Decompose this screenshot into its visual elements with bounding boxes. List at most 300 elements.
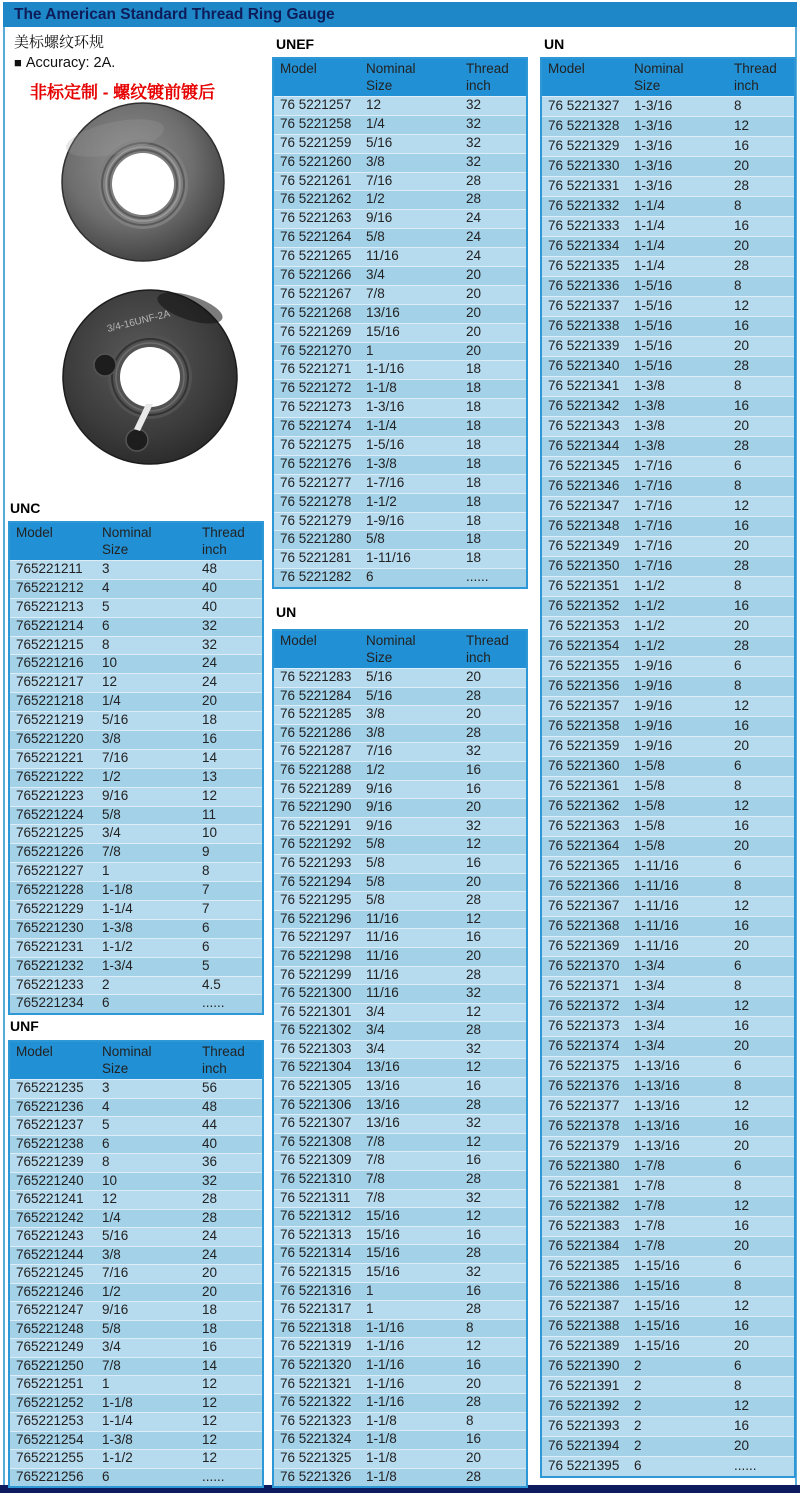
thread-cell: 16 (734, 518, 750, 533)
col-header-thread-inch: Thread inch (202, 525, 245, 557)
thread-cell: 4.5 (202, 976, 221, 992)
model-cell: 76 5221314 (280, 1245, 352, 1261)
table-header (10, 1042, 262, 1079)
nominal-size-cell: 5/16 (366, 669, 393, 684)
nominal-size-cell: 1-3/8 (102, 919, 133, 935)
model-cell: 76 5221293 (280, 854, 352, 870)
table-row (10, 1079, 262, 1098)
table-row (274, 910, 526, 929)
table-row (542, 496, 794, 516)
table-row (10, 1320, 262, 1339)
model-cell: 76 5221321 (280, 1375, 352, 1391)
table-row (542, 216, 794, 236)
table-row (542, 296, 794, 316)
thread-cell: 7 (202, 882, 210, 898)
model-cell: 76 5221322 (280, 1394, 352, 1410)
thread-cell: 28 (466, 687, 482, 703)
model-cell: 76 5221289 (280, 780, 352, 796)
model-cell: 76 5221332 (548, 198, 620, 213)
model-cell: 765221220 (16, 731, 84, 747)
table-row (542, 1016, 794, 1036)
nominal-size-cell: 5/8 (102, 1320, 121, 1336)
thread-cell: 18 (466, 550, 482, 566)
nominal-size-cell: 1-7/16 (634, 458, 673, 473)
table-row (542, 656, 794, 676)
model-cell: 76 5221315 (280, 1264, 352, 1279)
model-cell: 76 5221383 (548, 1218, 620, 1233)
model-cell: 765221218 (16, 693, 84, 709)
model-cell: 765221246 (16, 1283, 84, 1299)
table-row (542, 196, 794, 216)
table-row (274, 266, 526, 285)
nominal-size-cell: 3/4 (366, 267, 385, 283)
table-row (10, 673, 262, 692)
thread-cell: 40 (202, 598, 218, 614)
table-row (10, 1246, 262, 1265)
table-row (542, 416, 794, 436)
nominal-size-cell: 7/8 (366, 1171, 385, 1187)
model-cell: 76 5221378 (548, 1118, 620, 1133)
nominal-size-cell: 1/4 (102, 693, 121, 709)
nominal-size-cell: 1-3/4 (634, 958, 665, 973)
model-cell: 76 5221317 (280, 1301, 352, 1317)
nominal-size-cell: 1-11/16 (634, 878, 679, 893)
table-row (542, 1116, 794, 1136)
nominal-size-cell: 15/16 (366, 323, 400, 339)
model-cell: 76 5221344 (548, 438, 620, 453)
model-cell: 765221247 (16, 1302, 84, 1317)
ring-gauge-photos (20, 100, 270, 505)
nominal-size-cell: 1 (366, 1282, 374, 1298)
table-row (542, 1096, 794, 1116)
thread-cell: 20 (466, 669, 482, 684)
nominal-size-cell: 1-3/16 (634, 158, 673, 173)
nominal-size-cell: 1-3/8 (634, 418, 665, 433)
table-row (274, 1040, 526, 1059)
nominal-size-cell: 11/16 (366, 947, 399, 963)
page-frame-left (3, 27, 5, 1486)
model-cell: 76 5221302 (280, 1022, 352, 1038)
table-row (274, 209, 526, 228)
thread-cell: 20 (466, 947, 482, 963)
model-cell: 76 5221358 (548, 718, 620, 733)
table-row (274, 285, 526, 304)
table-row (10, 1394, 262, 1413)
nominal-size-cell: 9/16 (366, 799, 393, 815)
col-header-nominal-size: Nominal Size (634, 61, 684, 93)
thread-cell: 24 (202, 1246, 218, 1262)
thread-cell: 20 (202, 693, 218, 709)
nominal-size-cell: 7/8 (366, 1133, 385, 1149)
thread-cell: 16 (466, 929, 482, 945)
thread-cell: 6 (734, 1058, 742, 1073)
nominal-size-cell: 1-5/16 (634, 338, 673, 353)
thread-cell: 16 (734, 318, 750, 333)
model-cell: 76 5221365 (548, 858, 620, 873)
model-cell: 76 5221393 (548, 1418, 620, 1433)
nominal-size-cell: 1-3/8 (634, 438, 665, 453)
model-cell: 76 5221375 (548, 1058, 620, 1073)
model-cell: 76 5221377 (548, 1098, 620, 1113)
model-cell: 765221228 (16, 882, 84, 898)
nominal-size-cell: 1-1/8 (366, 1412, 397, 1428)
nominal-size-cell: 1/4 (102, 1209, 121, 1225)
thread-cell: 16 (466, 1078, 482, 1094)
nominal-size-cell: 1-3/4 (102, 957, 133, 973)
col-header-model: Model (280, 61, 317, 76)
nominal-size-cell: 1 (102, 1376, 110, 1391)
thread-cell: 8 (734, 278, 742, 293)
thread-cell: 12 (466, 1003, 482, 1019)
table-row (10, 1338, 262, 1357)
model-cell: 76 5221345 (548, 458, 620, 473)
model-cell: 765221223 (16, 787, 84, 803)
model-cell: 76 5221384 (548, 1238, 620, 1253)
model-cell: 765221230 (16, 919, 84, 935)
model-cell: 765221234 (16, 995, 84, 1011)
nominal-size-cell: 1-9/16 (634, 698, 673, 713)
thread-cell: 12 (466, 1059, 482, 1075)
thread-cell: 32 (466, 1189, 482, 1205)
nominal-size-cell: 1-1/16 (366, 1338, 405, 1354)
model-cell: 76 5221357 (548, 698, 620, 713)
ring-gauge-photo-2 (63, 286, 237, 464)
model-cell: 765221252 (16, 1394, 84, 1410)
model-cell: 76 5221354 (548, 638, 620, 653)
thread-cell: 16 (466, 761, 482, 777)
model-cell: 76 5221350 (548, 558, 620, 573)
table-row (542, 1296, 794, 1316)
table-row (542, 916, 794, 936)
table-row (542, 1216, 794, 1236)
model-cell: 76 5221334 (548, 238, 620, 253)
nominal-size-cell: 2 (634, 1378, 642, 1393)
square-bullet-icon: ■ (14, 55, 22, 70)
table-row (542, 1136, 794, 1156)
thread-cell: 16 (466, 1282, 482, 1298)
col-header-nominal-size: Nominal Size (102, 525, 152, 557)
thread-cell: 8 (466, 1319, 474, 1335)
model-cell: 76 5221295 (280, 892, 352, 908)
thread-cell: 28 (466, 724, 482, 740)
nominal-size-cell: 7/8 (102, 844, 121, 860)
table-row (542, 256, 794, 276)
table-row (542, 676, 794, 696)
nominal-size-cell: 5/8 (366, 892, 385, 908)
table-row (274, 761, 526, 780)
table-row (274, 817, 526, 836)
table-row (274, 1300, 526, 1319)
gauge-marking-label: 3/4-16UNF-2A (106, 308, 172, 335)
table-row (542, 536, 794, 556)
table-row (542, 596, 794, 616)
table-row (542, 436, 794, 456)
table-row (10, 994, 262, 1013)
model-cell: 76 5221306 (280, 1096, 352, 1112)
table-row (542, 1276, 794, 1296)
table-row (274, 436, 526, 455)
model-cell: 765221211 (16, 561, 83, 576)
nominal-size-cell: 12 (102, 674, 118, 690)
thread-cell: 10 (202, 825, 218, 841)
nominal-size-cell: 3/8 (102, 1246, 121, 1262)
model-cell: 76 5221292 (280, 836, 352, 852)
model-cell: 76 5221276 (280, 455, 352, 471)
table-row (542, 996, 794, 1016)
model-cell: 76 5221336 (548, 278, 620, 293)
table-row (542, 876, 794, 896)
model-cell: 76 5221291 (280, 817, 352, 833)
table-unf (8, 1040, 264, 1488)
nominal-size-cell: 3/4 (102, 825, 121, 841)
nominal-size-cell: 1-5/16 (634, 358, 673, 373)
nominal-size-cell: 15/16 (366, 1264, 400, 1279)
nominal-size-cell: 1-3/16 (634, 178, 673, 193)
model-cell: 765221227 (16, 863, 84, 879)
thread-cell: 8 (734, 1278, 742, 1293)
nominal-size-cell: 5/16 (366, 134, 393, 150)
model-cell: 76 5221316 (280, 1282, 352, 1298)
table-row (10, 1264, 262, 1283)
nominal-size-cell: 1-1/2 (634, 618, 665, 633)
thread-cell: 40 (202, 579, 218, 595)
thread-cell: 16 (734, 718, 750, 733)
table-row (542, 556, 794, 576)
table-row (274, 1058, 526, 1077)
nominal-size-cell: 3 (102, 561, 110, 576)
model-cell: 76 5221264 (280, 229, 352, 245)
model-cell: 76 5221340 (548, 358, 620, 373)
thread-cell: 36 (202, 1154, 218, 1169)
nominal-size-cell: 1-7/8 (634, 1198, 665, 1213)
nominal-size-cell: 1-13/16 (634, 1078, 680, 1093)
thread-cell: 5 (202, 957, 210, 973)
thread-cell: 24 (466, 248, 482, 264)
thread-cell: 44 (202, 1117, 218, 1132)
nominal-size-cell: 7/8 (366, 1189, 385, 1205)
table-row (274, 1282, 526, 1301)
nominal-size-cell: 1-1/4 (634, 258, 665, 273)
model-cell: 76 5221366 (548, 878, 620, 893)
nominal-size-cell: 1-1/16 (366, 361, 405, 377)
nominal-size-cell: 6 (102, 1135, 110, 1151)
thread-cell: 12 (466, 1133, 482, 1149)
model-cell: 765221253 (16, 1413, 84, 1428)
thread-cell: 16 (734, 1418, 750, 1433)
table-row (542, 776, 794, 796)
thread-cell: 16 (466, 1356, 482, 1372)
model-cell: 76 5221372 (548, 998, 620, 1013)
nominal-size-cell: 15/16 (366, 1245, 400, 1261)
nominal-size-cell: 1-7/16 (634, 498, 673, 513)
nominal-size-cell: 5/16 (102, 1228, 129, 1243)
thread-cell: 24 (466, 229, 482, 245)
thread-cell: 16 (466, 780, 482, 796)
thread-cell: 28 (734, 438, 750, 453)
table-row (274, 1133, 526, 1152)
table-row (274, 530, 526, 549)
model-cell: 76 5221271 (280, 361, 352, 377)
table-row (274, 474, 526, 493)
model-cell: 765221229 (16, 901, 84, 917)
table-row (542, 1056, 794, 1076)
table-row (542, 236, 794, 256)
thread-cell: 16 (734, 218, 750, 233)
nominal-size-cell: 1-11/16 (366, 550, 411, 566)
model-cell: 76 5221327 (548, 98, 620, 113)
thread-cell: 6 (734, 658, 742, 673)
thread-cell: 14 (202, 749, 218, 765)
table-row (542, 116, 794, 136)
model-cell: 76 5221351 (548, 578, 620, 593)
nominal-size-cell: 3/4 (366, 1040, 385, 1056)
nominal-size-cell: 2 (634, 1418, 642, 1433)
table-row (274, 1468, 526, 1487)
table-row (274, 1337, 526, 1356)
nominal-size-cell: 1-15/16 (634, 1298, 680, 1313)
table-row (274, 153, 526, 172)
table-row (542, 636, 794, 656)
table-row (10, 1190, 262, 1209)
table-row (274, 984, 526, 1003)
model-cell: 76 5221312 (280, 1208, 352, 1224)
thread-cell: 8 (734, 1078, 742, 1093)
table-row (542, 796, 794, 816)
table-row (274, 928, 526, 947)
table-row (274, 493, 526, 512)
table-row (10, 881, 262, 900)
table-row (274, 1244, 526, 1263)
nominal-size-cell: 2 (102, 976, 110, 992)
nominal-size-cell: 5/16 (366, 687, 393, 703)
nominal-size-cell: 7/16 (102, 749, 129, 765)
model-cell: 76 5221381 (548, 1178, 620, 1193)
thread-cell: 14 (202, 1357, 218, 1373)
table-row (542, 1396, 794, 1416)
model-cell: 765221221 (16, 749, 84, 765)
ring-gauge-photo-1 (62, 103, 224, 261)
model-cell: 76 5221284 (280, 687, 352, 703)
thread-cell: 28 (202, 1209, 218, 1225)
table-row (274, 854, 526, 873)
nominal-size-cell: 1-1/8 (102, 1394, 133, 1410)
model-cell: 76 5221260 (280, 153, 352, 169)
model-cell: 76 5221287 (280, 743, 352, 759)
nominal-size-cell: 1-9/16 (634, 738, 673, 753)
thread-cell: 6 (734, 1358, 742, 1373)
table-row (542, 716, 794, 736)
thread-cell: 16 (734, 1018, 750, 1033)
custom-order-note: 非标定制 - 螺纹镀前镀后 (30, 83, 216, 102)
model-cell: 76 5221268 (280, 304, 352, 320)
model-cell: 765221232 (16, 957, 84, 973)
thread-cell: 12 (202, 1431, 218, 1447)
thread-cell: 20 (466, 873, 482, 889)
model-cell: 76 5221333 (548, 218, 620, 233)
model-cell: 76 5221339 (548, 338, 620, 353)
thread-cell: 18 (466, 531, 482, 547)
thread-cell: 28 (734, 558, 750, 573)
model-cell: 76 5221367 (548, 898, 620, 913)
nominal-size-cell: 1-3/16 (366, 399, 405, 415)
nominal-size-cell: 5/8 (102, 806, 121, 822)
table-row (10, 636, 262, 655)
nominal-size-cell: 1-5/8 (634, 838, 665, 853)
nominal-size-cell: 1-1/4 (634, 198, 665, 213)
table-row (10, 806, 262, 825)
nominal-size-cell: 1 (366, 1301, 374, 1317)
nominal-size-cell: 1-5/16 (634, 278, 673, 293)
model-cell: 76 5221297 (280, 929, 352, 945)
thread-cell: 6 (734, 1158, 742, 1173)
thread-cell: ...... (734, 1458, 757, 1473)
table-row (542, 176, 794, 196)
table-row (274, 1375, 526, 1394)
nominal-size-cell: 1-1/2 (366, 493, 397, 509)
thread-cell: 20 (734, 1238, 750, 1253)
nominal-size-cell: 2 (634, 1438, 642, 1453)
nominal-size-cell: 3/4 (366, 1022, 385, 1038)
nominal-size-cell: 5 (102, 1117, 110, 1132)
nominal-size-cell: 3/8 (366, 706, 385, 722)
nominal-size-cell: 6 (634, 1458, 642, 1473)
nominal-size-cell: 9/16 (102, 787, 129, 803)
nominal-size-cell: 1-9/16 (634, 718, 673, 733)
table-row (274, 835, 526, 854)
table-header (274, 59, 526, 96)
model-cell: 76 5221283 (280, 669, 352, 684)
nominal-size-cell: 1-1/4 (634, 238, 665, 253)
nominal-size-cell: 1/2 (366, 191, 385, 207)
table-row (542, 316, 794, 336)
table-row (10, 560, 262, 579)
table-row (274, 742, 526, 761)
model-cell: 765221214 (16, 617, 84, 633)
table-row (542, 276, 794, 296)
thread-cell: 28 (466, 1245, 482, 1261)
thread-cell: ...... (202, 1468, 225, 1484)
nominal-size-cell: 1-15/16 (634, 1338, 680, 1353)
model-cell: 76 5221364 (548, 838, 620, 853)
nominal-size-cell: 1-9/16 (366, 512, 405, 528)
thread-cell: 20 (734, 338, 750, 353)
table-row (274, 304, 526, 323)
nominal-size-cell: 1-7/16 (634, 478, 673, 493)
table-row (274, 1077, 526, 1096)
model-cell: 76 5221392 (548, 1398, 620, 1413)
table-row (542, 336, 794, 356)
nominal-size-cell: 1-3/4 (634, 1018, 665, 1033)
thread-cell: 20 (734, 1438, 750, 1453)
thread-cell: 8 (734, 878, 742, 893)
model-cell: 76 5221265 (280, 248, 352, 264)
thread-cell: 16 (466, 1431, 482, 1447)
thread-cell: 20 (734, 838, 750, 853)
model-cell: 76 5221310 (280, 1171, 352, 1187)
model-cell: 76 5221326 (280, 1468, 352, 1484)
thread-cell: 8 (734, 98, 742, 113)
thread-cell: 6 (202, 919, 210, 935)
thread-cell: 32 (466, 817, 482, 833)
nominal-size-cell: 5/8 (366, 873, 385, 889)
model-cell: 76 5221379 (548, 1138, 620, 1153)
nominal-size-cell: 11/16 (366, 248, 399, 264)
model-cell: 76 5221288 (280, 761, 352, 777)
model-cell: 765221219 (16, 712, 84, 728)
model-cell: 76 5221296 (280, 910, 352, 926)
thread-cell: 20 (734, 618, 750, 633)
table-row (274, 1449, 526, 1468)
